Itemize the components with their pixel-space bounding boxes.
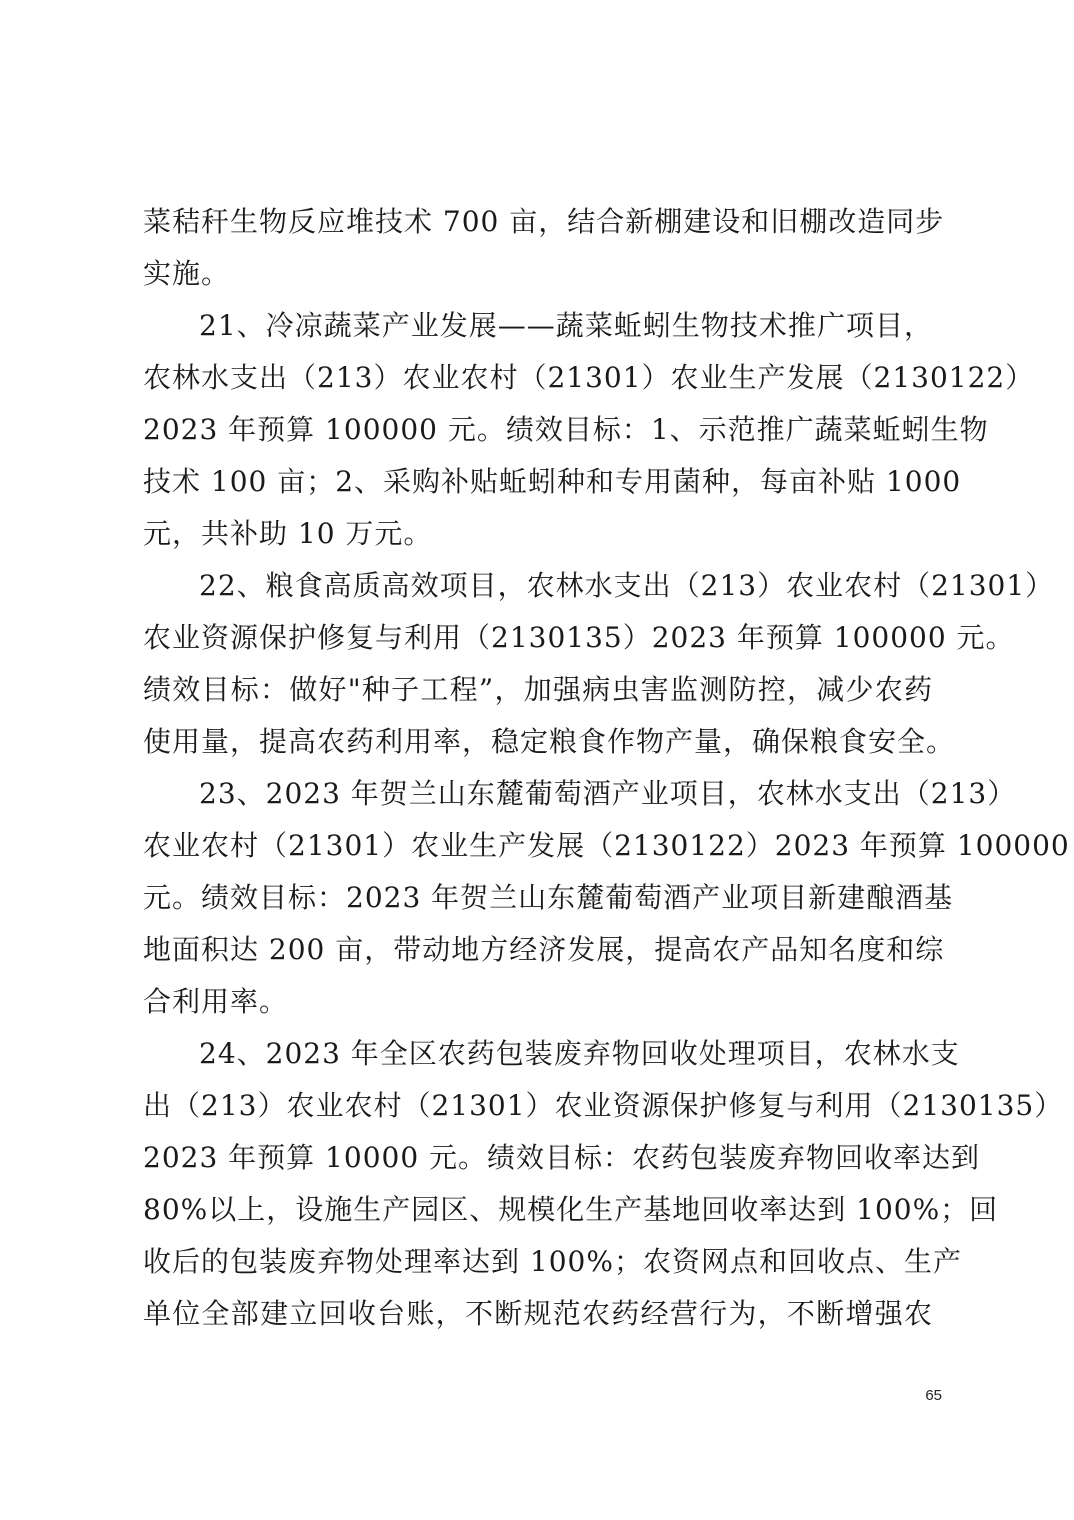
text-line: 农业农村（21301）农业生产发展（2130122）2023 年预算 100000 — [143, 829, 1070, 862]
text-line: 出（213）农业农村（21301）农业资源保护修复与利用（2130135） — [143, 1089, 1064, 1122]
text-line: 22、粮食高质高效项目，农林水支出（213）农业农村（21301） — [199, 569, 1055, 602]
text-line: 菜秸秆生物反应堆技术 700 亩，结合新棚建设和旧棚改造同步 — [143, 205, 945, 238]
text-line: 农业资源保护修复与利用（2130135）2023 年预算 100000 元。 — [143, 621, 1015, 654]
text-line: 绩效目标：做好"种子工程”，加强病虫害监测防控，减少农药 — [143, 673, 933, 706]
text-line: 实施。 — [143, 257, 231, 290]
text-line: 24、2023 年全区农药包装废弃物回收处理项目，农林水支 — [199, 1037, 960, 1070]
body-text — [143, 196, 1070, 1340]
text-line: 2023 年预算 100000 元。绩效目标：1、示范推广蔬菜蚯蚓生物 — [143, 413, 989, 446]
text-line: 23、2023 年贺兰山东麓葡萄酒产业项目，农林水支出（213） — [199, 777, 1017, 810]
text-line: 2023 年预算 10000 元。绩效目标：农药包装废弃物回收率达到 — [143, 1141, 981, 1174]
text-line: 使用量，提高农药利用率，稳定粮食作物产量，确保粮食安全。 — [143, 725, 956, 758]
text-line: 技术 100 亩；2、采购补贴蚯蚓种和专用菌种，每亩补贴 1000 — [143, 465, 962, 498]
text-line: 元，共补助 10 万元。 — [143, 517, 433, 550]
text-line: 单位全部建立回收台账，不断规范农药经营行为，不断增强农 — [143, 1297, 933, 1330]
page-number: 65 — [925, 1387, 942, 1404]
text-line: 收后的包装废弃物处理率达到 100%；农资网点和回收点、生产 — [143, 1245, 962, 1278]
text-line: 合利用率。 — [143, 985, 289, 1018]
text-line: 21、冷凉蔬菜产业发展——蔬菜蚯蚓生物技术推广项目， — [199, 309, 933, 342]
text-line: 元。绩效目标：2023 年贺兰山东麓葡萄酒产业项目新建酿酒基 — [143, 881, 954, 914]
text-line: 地面积达 200 亩，带动地方经济发展，提高农产品知名度和综 — [143, 933, 945, 966]
text-line: 农林水支出（213）农业农村（21301）农业生产发展（2130122） — [143, 361, 1035, 394]
text-line: 80%以上，设施生产园区、规模化生产基地回收率达到 100%；回 — [143, 1193, 999, 1226]
